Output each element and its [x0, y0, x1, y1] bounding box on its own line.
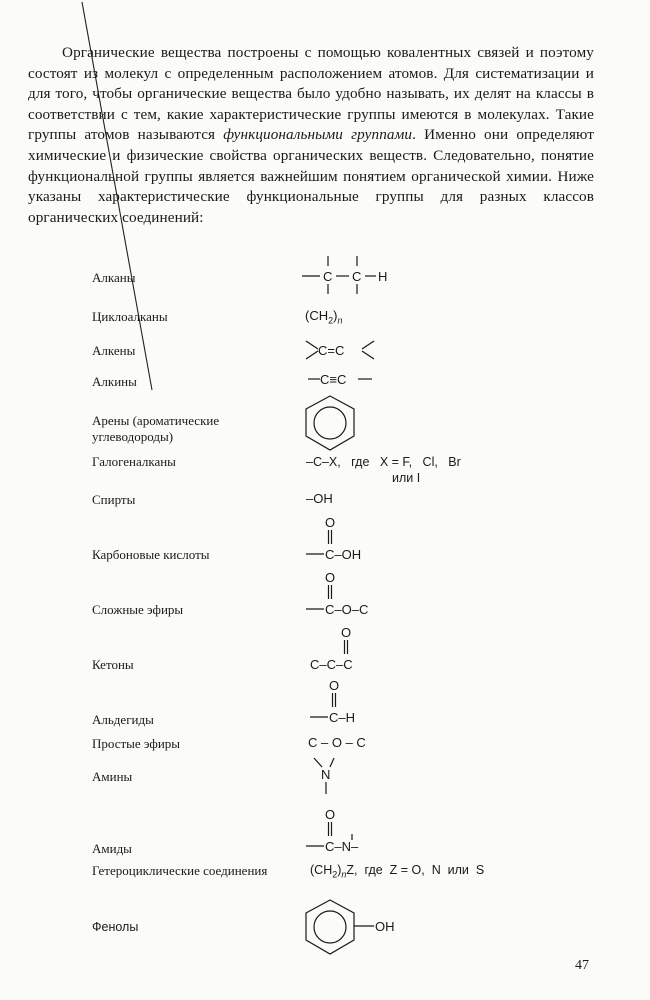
acid-o: O [325, 515, 336, 530]
structure-benzene [302, 394, 362, 452]
formula-haloalkane: –C–X, где X = F, Cl, Br [306, 455, 461, 469]
aldehyde-chain: C–H [329, 710, 356, 725]
ketone-chain: C–C–C [310, 657, 353, 672]
formula-heterocycle: $(CH_2)_nZ$, где Z = O, N или S [310, 863, 485, 880]
structure-ester [300, 569, 410, 621]
label-ketones: Кетоны [92, 657, 134, 672]
structure-alkyne [300, 368, 390, 390]
label-amides: Амиды [92, 841, 132, 856]
label-phenols: Фенолы [92, 920, 139, 934]
formula-cycloalkane: $(CH_2)_n$ [305, 308, 343, 326]
alkane-h: H [378, 269, 388, 284]
label-alcohols: Спирты [92, 492, 136, 507]
label-cycloalkanes: Циклоалканы [92, 309, 168, 324]
alkyne-text: C≡C [320, 372, 347, 387]
alkene-text: C=C [318, 343, 345, 358]
structure-alkane [300, 252, 400, 298]
structure-amide [300, 806, 410, 862]
intro-term: функциональными группами [223, 126, 413, 144]
label-carboxylic-acids: Карбоновые кислоты [92, 547, 210, 562]
label-ethers: Простые эфиры [92, 736, 181, 751]
structure-aldehyde [300, 677, 390, 729]
formula-haloalkane-extra: или I [392, 471, 421, 485]
page-number: 47 [575, 958, 589, 973]
intro-paragraph [28, 43, 594, 228]
aldehyde-o: O [329, 678, 340, 693]
amine-n: N [321, 767, 331, 782]
ester-chain: C–O–C [325, 602, 369, 617]
label-esters: Сложные эфиры [92, 602, 184, 617]
intro-text-2: . Именно они определяют химические и физические свойства органических веществ. Следовательно, понятие функциональной группы является важнейшим понятием органической химии. Ниже указаны характеристические функциональные группы для разных классов органических соединений: [28, 126, 595, 226]
label-haloalkanes: Галогеналканы [92, 454, 176, 469]
label-alkynes: Алкины [92, 374, 137, 389]
label-aldehydes: Альдегиды [92, 712, 154, 727]
structure-amine [300, 754, 360, 796]
structure-carboxylic-acid [300, 514, 400, 566]
amide-o: O [325, 807, 336, 822]
label-arenes: Арены (ароматические углеводороды) [92, 413, 220, 444]
acid-chain: C–OH [325, 547, 362, 562]
alkane-c2: C [352, 269, 362, 284]
structure-phenol [302, 898, 412, 956]
structure-alkene [300, 336, 390, 364]
label-alkenes: Алкены [92, 343, 136, 358]
alkane-c1: C [323, 269, 333, 284]
structure-ketone [300, 624, 410, 676]
phenol-oh: OH [375, 919, 395, 934]
label-amines: Амины [92, 769, 133, 784]
formula-ether: C – O – C [308, 735, 366, 750]
formula-alcohol: –OH [306, 491, 333, 506]
label-heterocycles: Гетероциклические соединения [92, 863, 268, 878]
amide-chain: C–N– [325, 839, 359, 854]
label-alkanes: Алканы [92, 270, 136, 285]
intro-text-1: Органические вещества построены с помощью ковалентных связей и поэтому состоят из молекул с определенным расположением атомов. Для систематизации и для того, чтобы органические вещества было удобно называть, их делят на классы в соответствии с тем, какие характеристические группы имеются в молекулах. Такие группы атомов называются [28, 44, 594, 144]
ketone-o: O [341, 625, 352, 640]
ester-o: O [325, 570, 336, 585]
